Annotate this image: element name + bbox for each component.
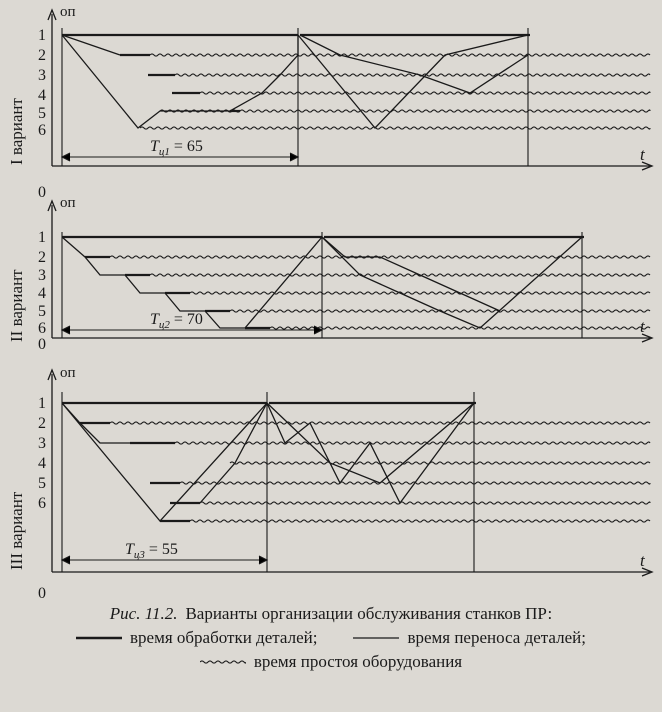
panel-3-time-label: t bbox=[640, 551, 645, 570]
panel-1-zero-label: 0 bbox=[38, 184, 46, 201]
panel-1-op-label-4: 4 bbox=[38, 87, 46, 104]
panel-1-op-label-3: 3 bbox=[38, 67, 46, 84]
panel-1-period-label: $T_{ц1} = 65$ bbox=[150, 138, 203, 158]
caption-title: Варианты организации обслуживания станков ПР: bbox=[185, 604, 553, 623]
panel-2-y-axis-label: оп bbox=[60, 195, 76, 211]
panel-2-op-label-1: 1 bbox=[38, 229, 46, 246]
panel-2-op-label-2: 2 bbox=[38, 249, 46, 266]
caption-title-line bbox=[0, 602, 662, 626]
figure-caption bbox=[0, 602, 662, 674]
panel-3-period-label: $T_{ц3} = 55$ bbox=[125, 541, 178, 561]
panel-2-period-label: $T_{ц2} = 70$ bbox=[150, 311, 203, 331]
legend-work-symbol bbox=[76, 633, 122, 643]
caption-idle-line bbox=[0, 650, 662, 674]
panel-1-time-label: t bbox=[640, 145, 645, 164]
panel-3-cycle-dimension bbox=[62, 541, 267, 564]
panel-3-op-label-3: 3 bbox=[38, 435, 46, 452]
panel-3-op-label-2: 2 bbox=[38, 415, 46, 432]
panel-1-op-label-1: 1 bbox=[38, 27, 46, 44]
panel-3-operation-lines bbox=[62, 403, 650, 522]
panel-1-operation-lines bbox=[62, 35, 650, 129]
panel-variant-1 bbox=[7, 4, 652, 201]
panel-1-op-label-5: 5 bbox=[38, 105, 46, 122]
panel-1-op-label-2: 2 bbox=[38, 47, 46, 64]
panel-1-y-axis-label: оп bbox=[60, 4, 76, 20]
caption-legend-line bbox=[0, 626, 662, 650]
panel-3-op-label-1: 1 bbox=[38, 395, 46, 412]
panel-1-cycle-dimension bbox=[62, 138, 298, 161]
panel-3-zero-label: 0 bbox=[38, 585, 46, 600]
panel-3-op-label-4: 4 bbox=[38, 455, 46, 472]
legend-idle-label: время простоя оборудования bbox=[253, 652, 463, 671]
panel-variant-2 bbox=[7, 195, 652, 353]
panel-2-cycle-dimension bbox=[62, 311, 322, 334]
panel-2-variant-label: II вариант bbox=[7, 269, 26, 342]
legend-idle-symbol bbox=[200, 657, 246, 667]
panel-1-variant-label: I вариант bbox=[7, 98, 26, 165]
panel-2-op-label-4: 4 bbox=[38, 285, 46, 302]
panel-2-op-label-5: 5 bbox=[38, 303, 46, 320]
caption-figure-number: Рис. 11.2. bbox=[109, 604, 178, 623]
panel-2-op-label-6: 6 bbox=[38, 320, 46, 337]
panel-2-zero-label: 0 bbox=[38, 336, 46, 353]
panel-variant-3 bbox=[7, 365, 652, 600]
panel-3-y-axis-label: оп bbox=[60, 365, 76, 381]
legend-move-symbol bbox=[353, 633, 399, 643]
panel-3-variant-label: III вариант bbox=[7, 491, 26, 570]
panel-2-time-label: t bbox=[640, 317, 645, 336]
panel-3-op-label-5: 5 bbox=[38, 475, 46, 492]
legend-move-label: время переноса деталей; bbox=[407, 628, 586, 647]
panel-3-op-label-6: 6 bbox=[38, 495, 46, 512]
legend-work-label: время обработки деталей; bbox=[130, 628, 318, 647]
panel-2-op-label-3: 3 bbox=[38, 267, 46, 284]
panel-1-op-label-6: 6 bbox=[38, 122, 46, 139]
